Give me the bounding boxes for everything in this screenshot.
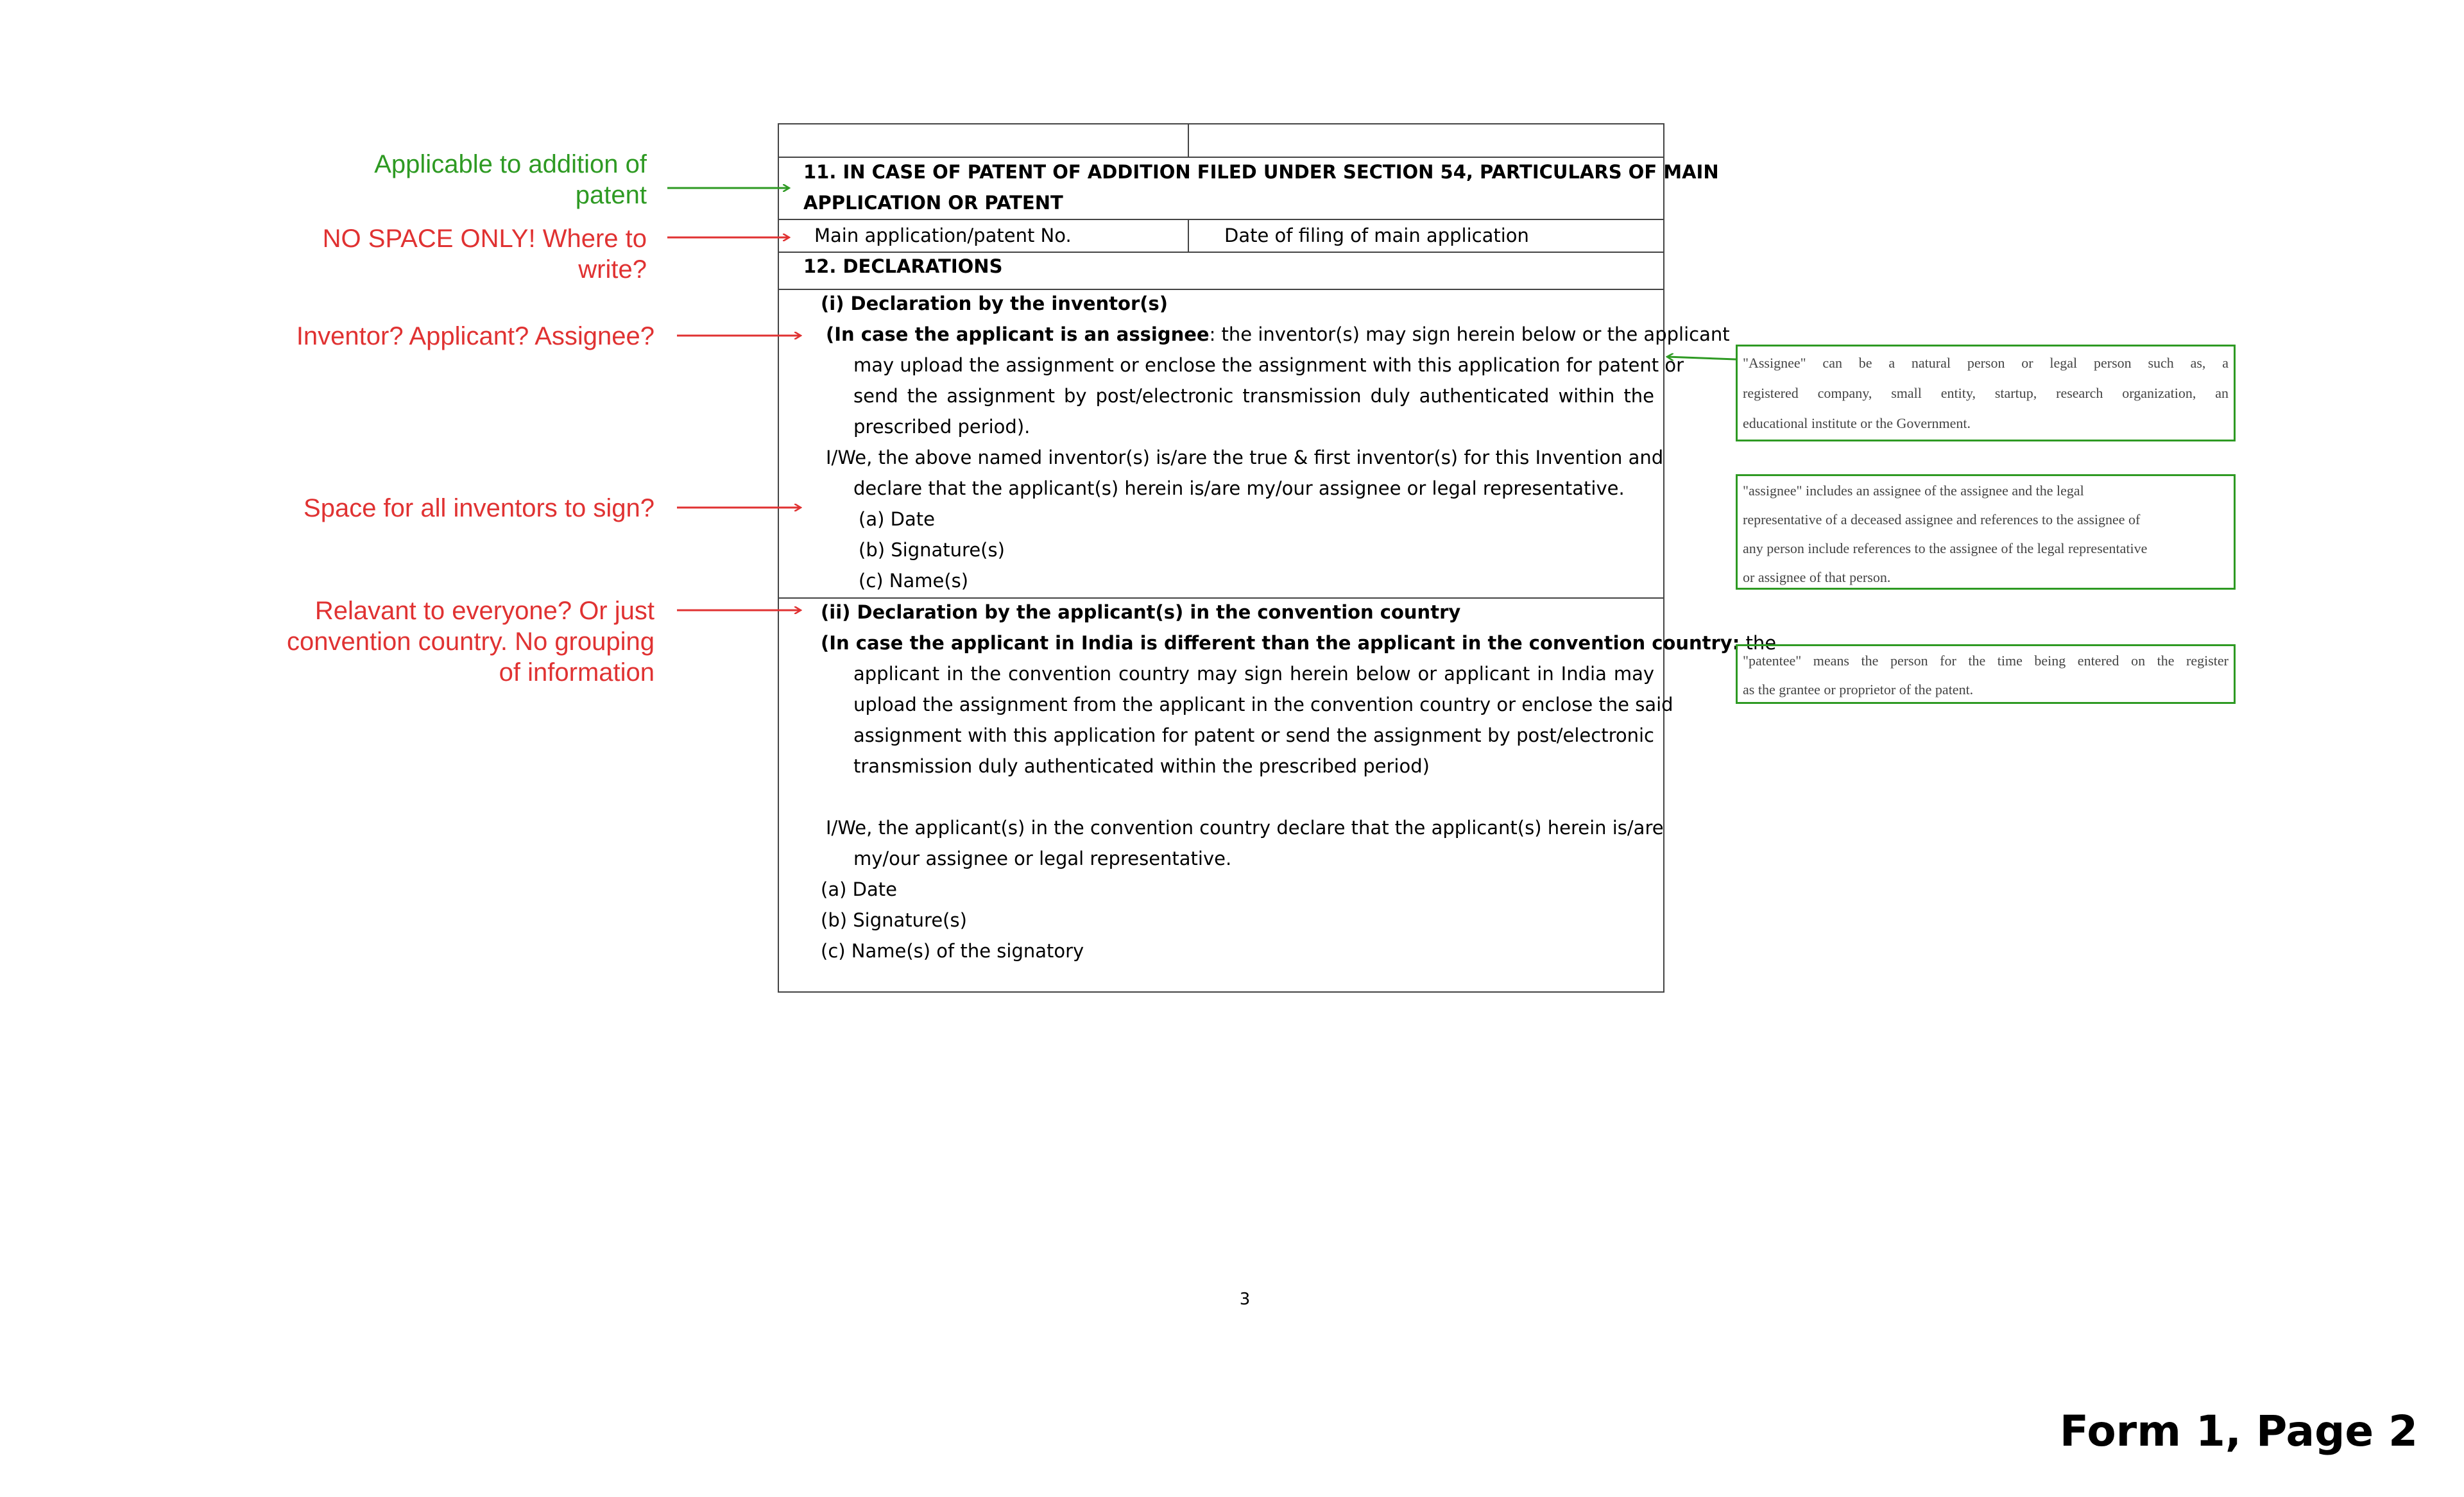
inventor-declaration-heading: (i) Declaration by the inventor(s) bbox=[821, 293, 1168, 314]
annotation-line: Applicable to addition of bbox=[374, 150, 647, 178]
inventor-case-bold: (In case the applicant is an assignee bbox=[826, 323, 1210, 345]
note-line: or assignee of that person. bbox=[1743, 569, 1891, 585]
note-line: registered company, small entity, startup, research organization, an bbox=[1743, 385, 2229, 401]
date-of-filing-label: Date of filing of main application bbox=[1224, 225, 1529, 246]
inventor-case-line-4: prescribed period). bbox=[853, 416, 1031, 438]
annotation-line: NO SPACE ONLY! Where to bbox=[322, 225, 647, 253]
inventor-statement-line-2: declare that the applicant(s) herein is/are my/our assignee or legal representative. bbox=[853, 477, 1625, 499]
form-page-label: Form 1, Page 2 bbox=[2059, 1407, 2418, 1456]
annotation-line: Space for all inventors to sign? bbox=[304, 494, 654, 522]
arrow-assignee-note bbox=[1667, 357, 1736, 359]
note-line: "patentee" means the person for the time being entered on the register bbox=[1743, 653, 2229, 669]
inventor-names-field: (c) Name(s) bbox=[859, 570, 969, 592]
convention-declaration-heading: (ii) Declaration by the applicant(s) in the convention country bbox=[821, 601, 1461, 623]
inventor-signature-field: (b) Signature(s) bbox=[859, 539, 1005, 561]
note-line: representative of a deceased assignee and references to the assignee of bbox=[1743, 511, 2141, 527]
note-line: "Assignee" can be a natural person or legal person such as, a bbox=[1743, 355, 2229, 371]
convention-case-line-3: upload the assignment from the applicant in the convention country or enclose the said bbox=[853, 694, 1673, 715]
annotation-line: write? bbox=[578, 255, 647, 284]
convention-case-bold: (In case the applicant in India is different than the applicant in the convention country: bbox=[821, 632, 1740, 654]
note-line: any person include references to the assignee of the legal representative bbox=[1743, 540, 2148, 556]
convention-case-line-4: assignment with this application for patent or send the assignment by post/electronic bbox=[853, 724, 1654, 746]
section-11-title-cont: APPLICATION OR PATENT bbox=[803, 192, 1063, 214]
note-line: educational institute or the Government. bbox=[1743, 415, 1971, 431]
convention-case-rest: the bbox=[1740, 632, 1777, 654]
note-line: "assignee" includes an assignee of the assignee and the legal bbox=[1743, 483, 2084, 499]
convention-case-line-5: transmission duly authenticated within the prescribed period) bbox=[853, 755, 1430, 777]
convention-case-line-2: applicant in the convention country may sign herein below or applicant in India may bbox=[853, 663, 1654, 685]
annotation-line: of information bbox=[499, 658, 654, 687]
convention-statement-line-1: I/We, the applicant(s) in the convention country declare that the applicant(s) herein is/are bbox=[826, 817, 1664, 839]
annotation-line: Relavant to everyone? Or just bbox=[314, 597, 654, 625]
convention-names-field: (c) Name(s) of the signatory bbox=[821, 940, 1084, 962]
inventor-statement-line-1: I/We, the above named inventor(s) is/are the true & first inventor(s) for this Invention and bbox=[826, 447, 1664, 468]
section-11-title: 11. IN CASE OF PATENT OF ADDITION FILED UNDER SECTION 54, PARTICULARS OF MAIN bbox=[803, 161, 1719, 183]
convention-date-field: (a) Date bbox=[821, 878, 897, 900]
annotation-line: patent bbox=[575, 181, 647, 209]
annotation-line: Inventor? Applicant? Assignee? bbox=[296, 322, 654, 350]
convention-signature-field: (b) Signature(s) bbox=[821, 909, 967, 931]
inventor-case-rest: : the inventor(s) may sign herein below or the applicant bbox=[1209, 323, 1730, 345]
main-application-label: Main application/patent No. bbox=[814, 225, 1072, 246]
inventor-case-line-2: may upload the assignment or enclose the assignment with this application for patent or bbox=[853, 354, 1684, 376]
inventor-date-field: (a) Date bbox=[859, 508, 935, 530]
inventor-case-line-3: send the assignment by post/electronic transmission duly authenticated within the bbox=[853, 385, 1654, 407]
section-12-title: 12. DECLARATIONS bbox=[803, 255, 1003, 277]
page-number: 3 bbox=[1239, 1290, 1251, 1309]
annotation-line: convention country. No grouping bbox=[287, 628, 654, 656]
convention-statement-line-2: my/our assignee or legal representative. bbox=[853, 848, 1232, 869]
note-line: as the grantee or proprietor of the patent. bbox=[1743, 681, 1974, 697]
